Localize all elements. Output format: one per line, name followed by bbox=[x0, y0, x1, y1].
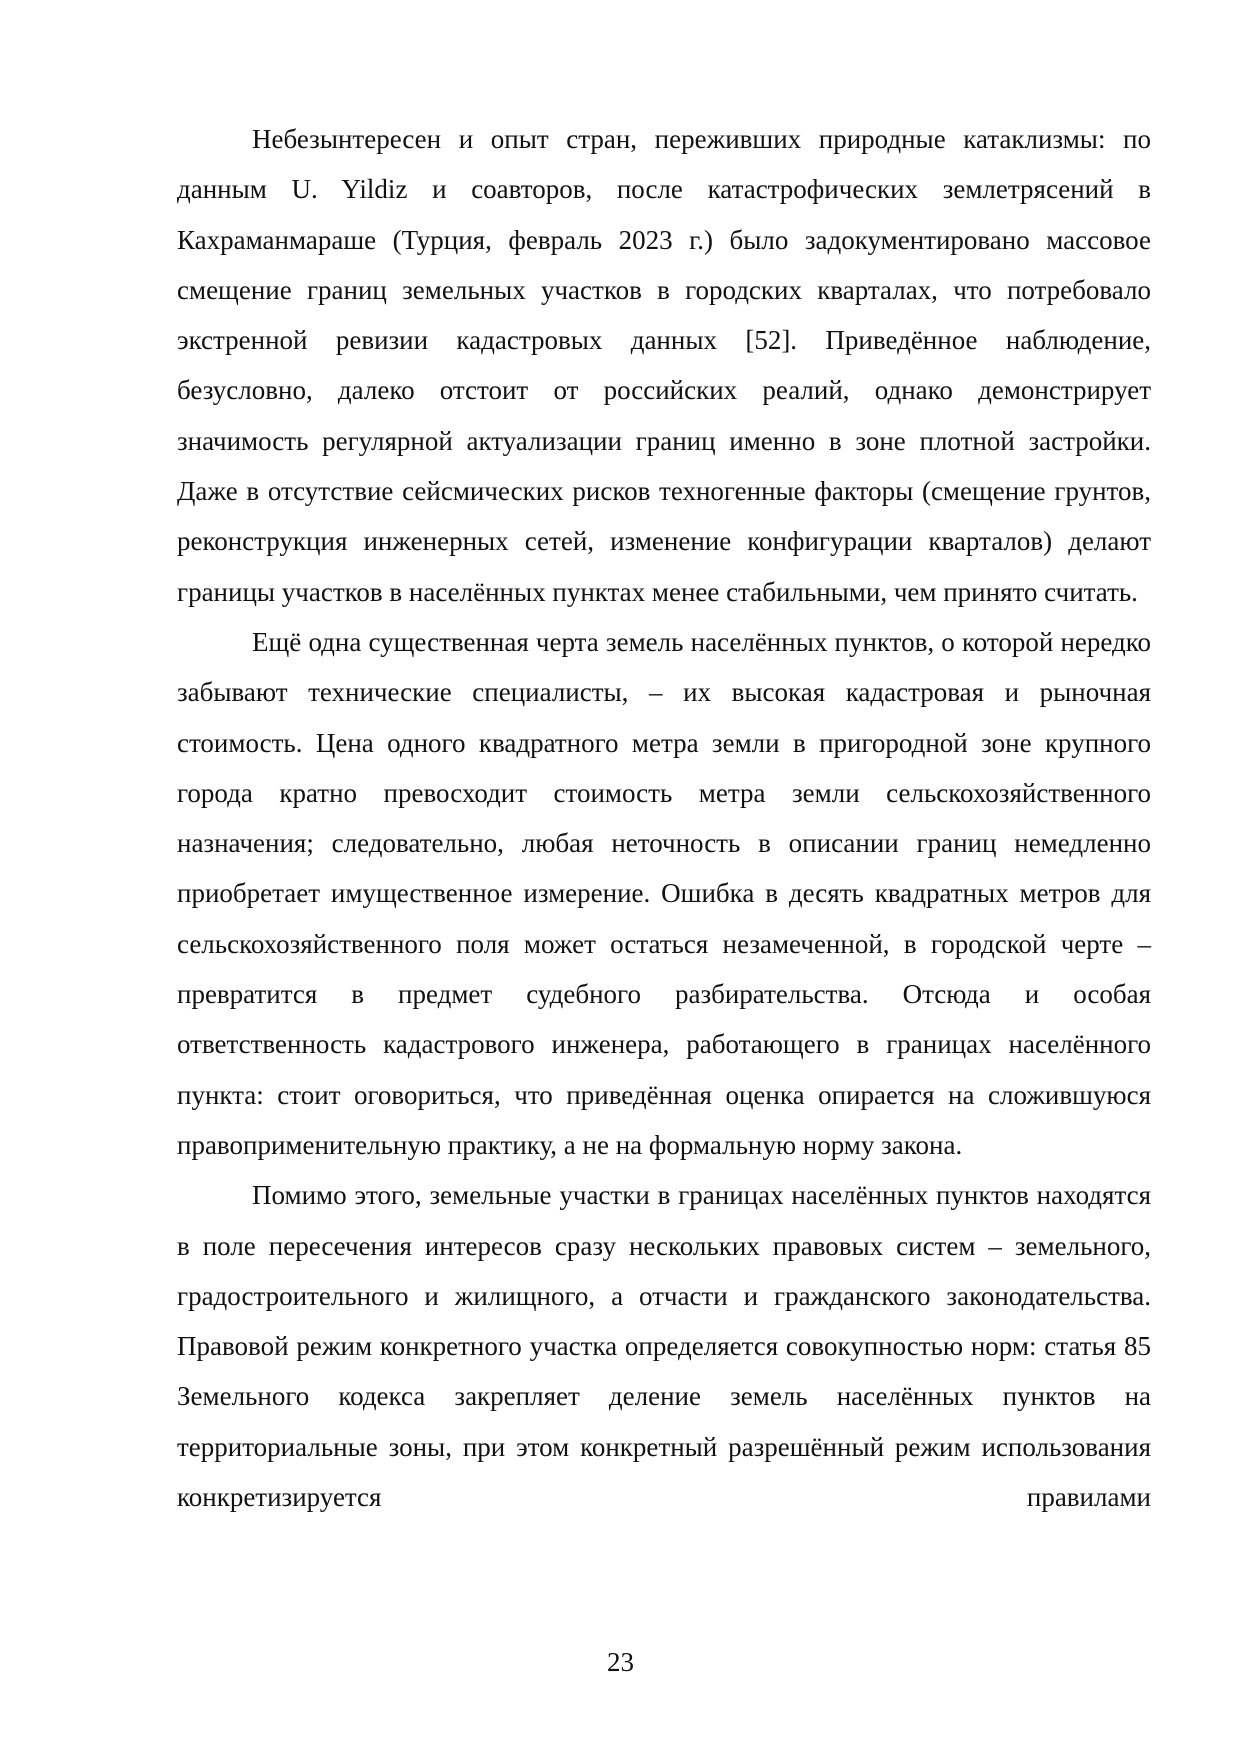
page-number: 23 bbox=[607, 1647, 634, 1677]
document-body bbox=[177, 114, 1151, 1522]
paragraph-1: Небезынтересен и опыт стран, переживших природные катаклизмы: по данным U. Yildiz и соавторов, после катастрофических землетрясений в Кахраманмараше (Турция, февраль 2023 г.) было задокументировано массовое смещение границ земельных участков в городских кварталах, что потребовало экстренной ревизии кадастровых данных [52]. Приведённое наблюдение, безусловно, далеко отстоит от российских реалий, однако демонстрирует значимость регулярной актуализации границ именно в зоне плотной застройки. Даже в отсутствие сейсмических рисков техногенные факторы (смещение грунтов, реконструкция инженерных сетей, изменение конфигурации кварталов) делают границы участков в населённых пунктах менее стабильными, чем принято считать. bbox=[177, 124, 1151, 607]
paragraph-3: Помимо этого, земельные участки в границах населённых пунктов находятся в поле пересечения интересов сразу нескольких правовых систем – земельного, градостроительного и жилищного, а отчасти и гражданского законодательства. Правовой режим конкретного участка определяется совокупностью норм: статья 85 Земельного кодекса закрепляет деление земель населённых пунктов на территориальные зоны, при этом конкретный разрешённый режим использования конкретизируется правилами bbox=[177, 1180, 1151, 1513]
paragraph-2: Ещё одна существенная черта земель населённых пунктов, о которой нередко забывают технические специалисты, – их высокая кадастровая и рыночная стоимость. Цена одного квадратного метра земли в пригородной зоне крупного города кратно превосходит стоимость метра земли сельскохозяйственного назначения; следовательно, любая неточность в описании границ немедленно приобретает имущественное измерение. Ошибка в десять квадратных метров для сельскохозяйственного поля может остаться незамеченной, в городской черте – превратится в предмет судебного разбирательства. Отсюда и особая ответственность кадастрового инженера, работающего в границах населённого пункта: стоит оговориться, что приведённая оценка опирается на сложившуюся правоприменительную практику, а не на формальную норму закона. bbox=[177, 626, 1151, 1160]
